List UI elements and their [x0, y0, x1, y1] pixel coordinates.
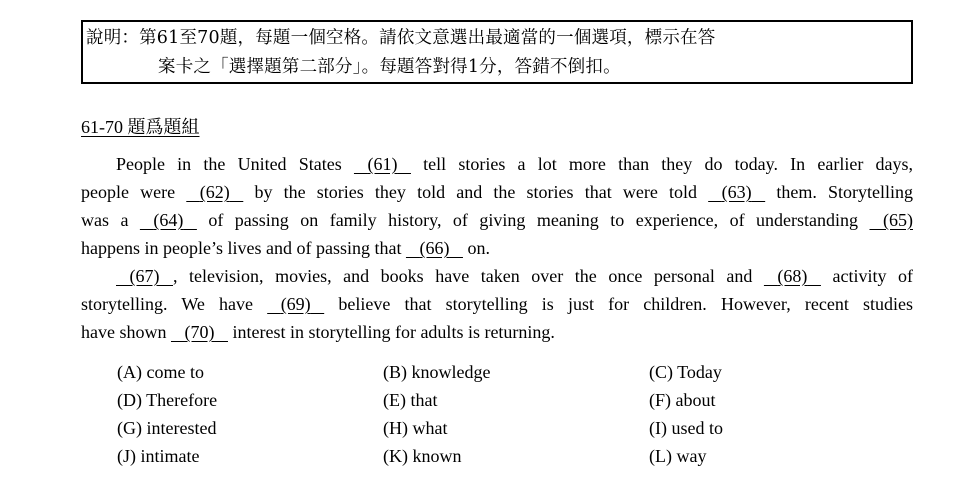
option-g[interactable]: (G) interested — [117, 418, 217, 438]
blank-61[interactable]: (61) — [367, 154, 398, 174]
passage-line-5 — [81, 262, 913, 290]
options-row — [117, 358, 917, 386]
option-b[interactable]: (B) knowledge — [383, 362, 491, 382]
blank-67[interactable]: (67) — [129, 266, 160, 286]
blank-68[interactable]: (68) — [777, 266, 808, 286]
instructions-line-1: 說明：第61至70題，每題一個空格。請依文意選出最適當的一個選項，標示在答 — [86, 28, 716, 48]
passage-text: them. Storytelling — [765, 182, 913, 202]
passage-text: tell stories a lot more than they do today. In earlier days, — [410, 154, 914, 174]
option-i[interactable]: (I) used to — [649, 418, 723, 438]
option-e[interactable]: (E) that — [383, 390, 438, 410]
option-a[interactable]: (A) come to — [117, 362, 204, 382]
option-h[interactable]: (H) what — [383, 418, 448, 438]
passage-line-7 — [81, 318, 913, 346]
options-row — [117, 414, 917, 442]
passage-line-2 — [81, 178, 913, 206]
option-l[interactable]: (L) way — [649, 446, 707, 466]
blank-66[interactable]: (66) — [419, 238, 450, 258]
passage-line-4 — [81, 234, 913, 262]
passage-text: on. — [462, 238, 490, 258]
passage-text: believe that storytelling is just for children. However, recent studies — [324, 294, 913, 314]
blank-62[interactable]: (62) — [199, 182, 230, 202]
passage-text: people were — [81, 182, 187, 202]
passage-text: was a — [81, 210, 140, 230]
passage-text: activity of — [820, 266, 913, 286]
option-d[interactable]: (D) Therefore — [117, 390, 218, 410]
passage-line-3 — [81, 206, 913, 234]
blank-65[interactable]: (65) — [883, 210, 913, 230]
passage-line-1 — [81, 150, 913, 178]
option-f[interactable]: (F) about — [649, 390, 716, 410]
blank-69[interactable]: (69) — [280, 294, 311, 314]
passage-line-6 — [81, 290, 913, 318]
passage-text: interest in storytelling for adults is returning. — [227, 322, 555, 342]
passage-text: happens in people’s lives and of passing that — [81, 238, 406, 258]
options-row — [117, 386, 917, 414]
passage-text: have shown — [81, 322, 171, 342]
options-row — [117, 442, 917, 470]
passage-text: storytelling. We have — [81, 294, 268, 314]
passage-text: of passing on family history, of giving meaning to experience, of understanding — [196, 210, 870, 230]
blank-70[interactable]: (70) — [184, 322, 215, 342]
passage-text: People in the United States — [116, 154, 354, 174]
instructions-box — [81, 20, 913, 84]
blank-63[interactable]: (63) — [721, 182, 752, 202]
cloze-passage — [81, 150, 913, 346]
question-group-heading: 61-70 題爲題組 — [81, 117, 200, 137]
option-c[interactable]: (C) Today — [649, 362, 722, 382]
blank-64[interactable]: (64) — [153, 210, 184, 230]
option-j[interactable]: (J) intimate — [117, 446, 200, 466]
answer-options — [117, 358, 917, 470]
instructions-line-2: 案卡之「選擇題第二部分」。每題答對得1分，答錯不倒扣。 — [158, 57, 621, 77]
passage-text: by the stories they told and the stories that were told — [243, 182, 709, 202]
passage-text: , television, movies, and books have taken over the once personal and — [173, 266, 764, 286]
option-k[interactable]: (K) known — [383, 446, 462, 466]
